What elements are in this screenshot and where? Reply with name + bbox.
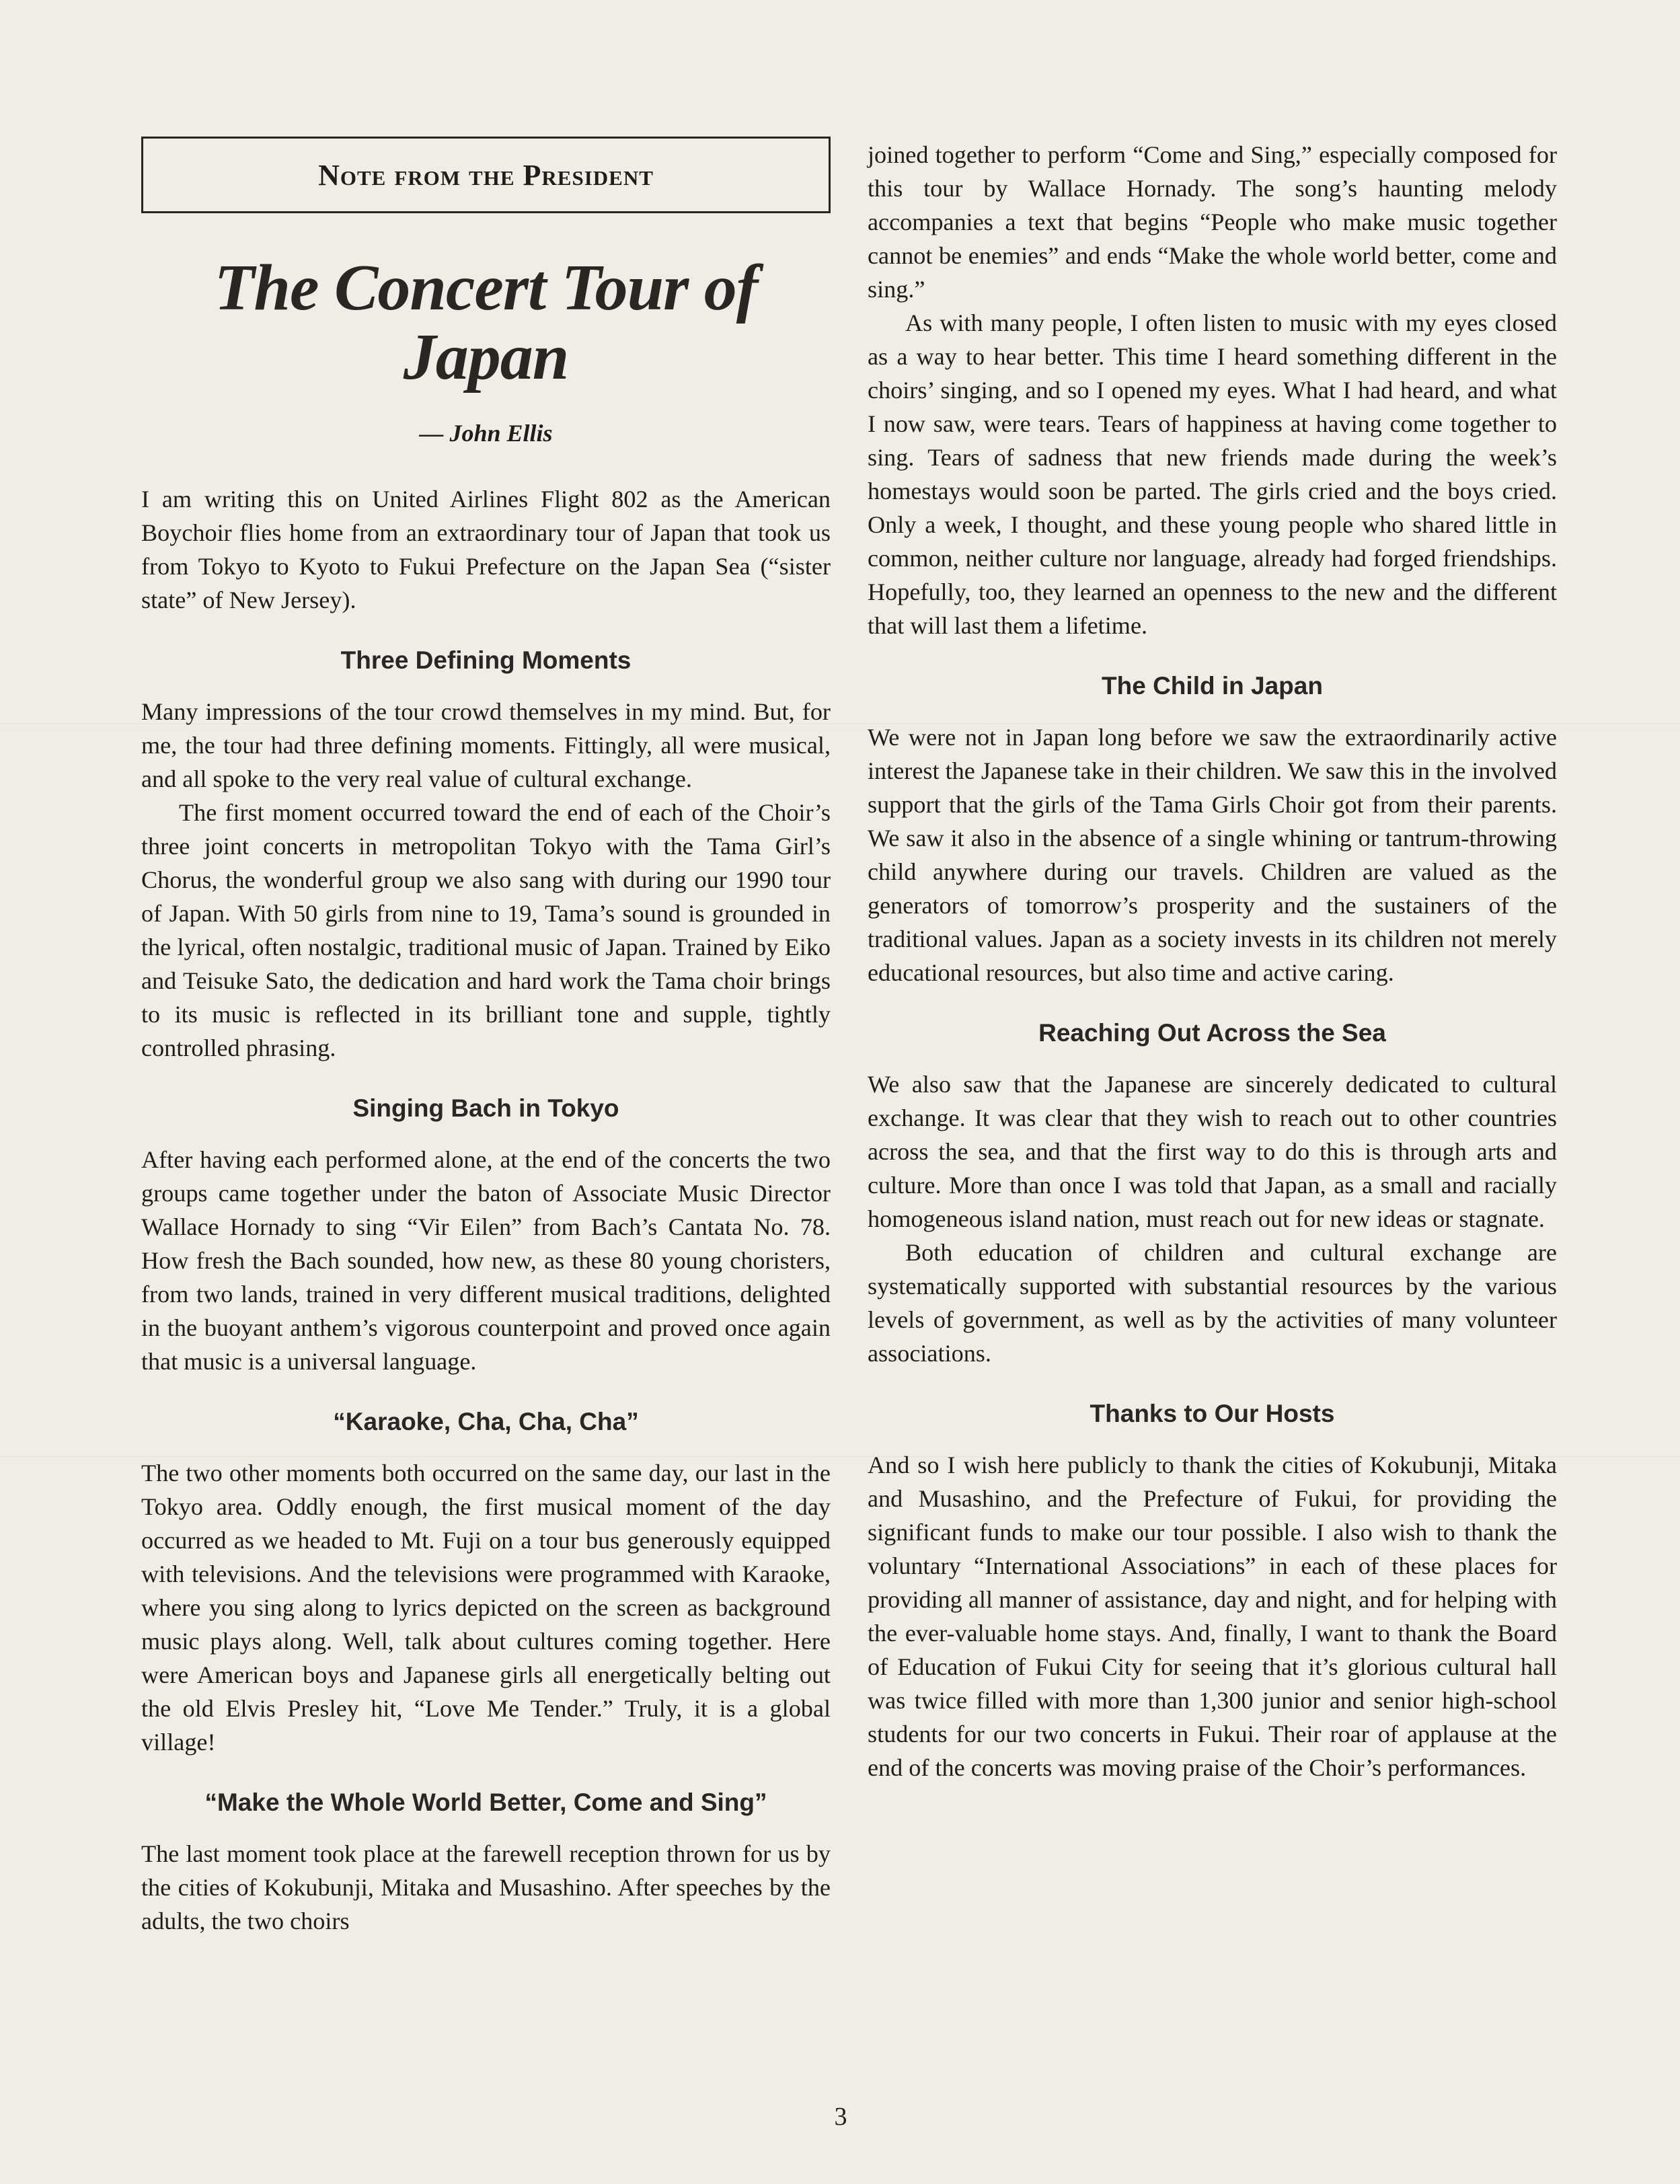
paragraph: The last moment took place at the farewell reception thrown for us by the cities of Kokubunji, Mitaka and Musashino. After speeches by the adults, the two choirs: [141, 1840, 831, 1934]
right-column: [868, 138, 1557, 1784]
subheading: Singing Bach in Tokyo: [352, 1094, 619, 1122]
paragraph: joined together to perform “Come and Sing,” especially composed for this tour by Wallace Hornady. The song’s haunting melody accompanies a text that begins “People who make music together cannot be enemies” and ends “Make the whole world better, come and sing.”: [868, 141, 1557, 303]
paragraph: As with many people, I often listen to music with my eyes closed as a way to hear better. This time I heard something different in the choirs’ singing, and so I opened my eyes. What I had heard, and what I now saw, were tears. Tears of happiness at having come together to sing. Tears of sadness that new friends made during the week’s homestays would soon be parted. The girls cried and the boys cried. Only a week, I thought, and these young people who shared little in common, neither culture nor language, already had forged friendships. Hopefully, too, they learned an openness to the new and the different that will last them a lifetime.: [868, 309, 1557, 639]
section-header-box: Note from the President: [141, 137, 831, 213]
paragraph: And so I wish here publicly to thank the cities of Kokubunji, Mitaka and Musashino, and the Prefecture of Fukui, for providing the significant funds to make our tour possible. I also wish to thank the voluntary “International Associations” in each of these places for providing all manner of assistance, day and night, and for helping with the ever-valuable home stays. And, finally, I want to thank the Board of Education of Fukui City for seeing that it’s glorious cultural hall was twice filled with more than 1,300 junior and senior high-school students for our two concerts in Fukui. Their roar of applause at the end of the concerts was moving praise of the Choir’s performances.: [868, 1452, 1557, 1781]
paragraph: Many impressions of the tour crowd themselves in my mind. But, for me, the tour had three defining moments. Fittingly, all were musical, and all spoke to the very real value of cultural exchange.: [141, 698, 831, 792]
subheading: Reaching Out Across the Sea: [1038, 1019, 1386, 1047]
page-number: 3: [834, 2103, 847, 2131]
subheading: “Karaoke, Cha, Cha, Cha”: [333, 1407, 639, 1435]
paragraph: We also saw that the Japanese are sincerely dedicated to cultural exchange. It was clear that they wish to reach out to other countries across the sea, and that the first way to do this is through arts and culture. More than once I was told that Japan, as a small and racially homogeneous island nation, must reach out for new ideas or stagnate.: [868, 1071, 1557, 1232]
paragraph: We were not in Japan long before we saw the extraordinarily active interest the Japanese take in their children. We saw this in the involved support that the girls of the Tama Girls Choir got from their parents. We saw it also in the absence of a single whining or tantrum-throwing child anywhere during our travels. Children are valued as the generators of tomorrow’s prosperity and the sustainers of the traditional values. Japan as a society invests in its children not merely educational resources, but also time and active caring.: [868, 724, 1557, 986]
paragraph: The first moment occurred toward the end of each of the Choir’s three joint concerts in metropolitan Tokyo with the Tama Girl’s Chorus, the wonderful group we also sang with during our 1990 tour of Japan. With 50 girls from nine to 19, Tama’s sound is grounded in the lyrical, often nostalgic, traditional music of Japan. Trained by Eiko and Teisuke Sato, the dedication and hard work the Tama choir brings to its music is reflected in its brilliant tone and supple, tightly controlled phrasing.: [141, 798, 831, 1061]
subheading: Thanks to Our Hosts: [1090, 1400, 1335, 1427]
left-column: [141, 135, 831, 1938]
article-title: The Concert Tour of Japan: [214, 252, 758, 393]
byline: — John Ellis: [419, 419, 553, 447]
paragraph: I am writing this on United Airlines Flight 802 as the American Boychoir flies home from an extraordinary tour of Japan that took us from Tokyo to Kyoto to Fukui Prefecture on the Japan Sea (“sister state” of New Jersey).: [141, 485, 831, 613]
paragraph: The two other moments both occurred on the same day, our last in the Tokyo area. Oddly enough, the first musical moment of the day occurred as we headed to Mt. Fuji on a tour bus generously equipped with televisions. And the televisions were programmed with Karaoke, where you sing along to lyrics depicted on the screen as background music plays along. Well, talk about cultures coming together. Here were American boys and Japanese girls all energetically belting out the old Elvis Presley hit, “Love Me Tender.” Truly, it is a global village!: [141, 1459, 831, 1756]
paragraph: After having each performed alone, at the end of the concerts the two groups came together under the baton of Associate Music Director Wallace Hornady to sing “Vir Eilen” from Bach’s Cantata No. 78. How fresh the Bach sounded, how new, as these 80 young choristers, from two lands, trained in very different musical traditions, delighted in the buoyant anthem’s vigorous counterpoint and proved once again that music is a universal language.: [141, 1145, 831, 1375]
subheading: The Child in Japan: [1102, 672, 1323, 700]
subheading: “Make the Whole World Better, Come and Sing”: [204, 1788, 767, 1816]
subheading: Three Defining Moments: [340, 646, 632, 674]
paragraph: Both education of children and cultural exchange are systematically supported with substantial resources by the various levels of government, as well as by the activities of many volunteer associations.: [868, 1239, 1557, 1367]
